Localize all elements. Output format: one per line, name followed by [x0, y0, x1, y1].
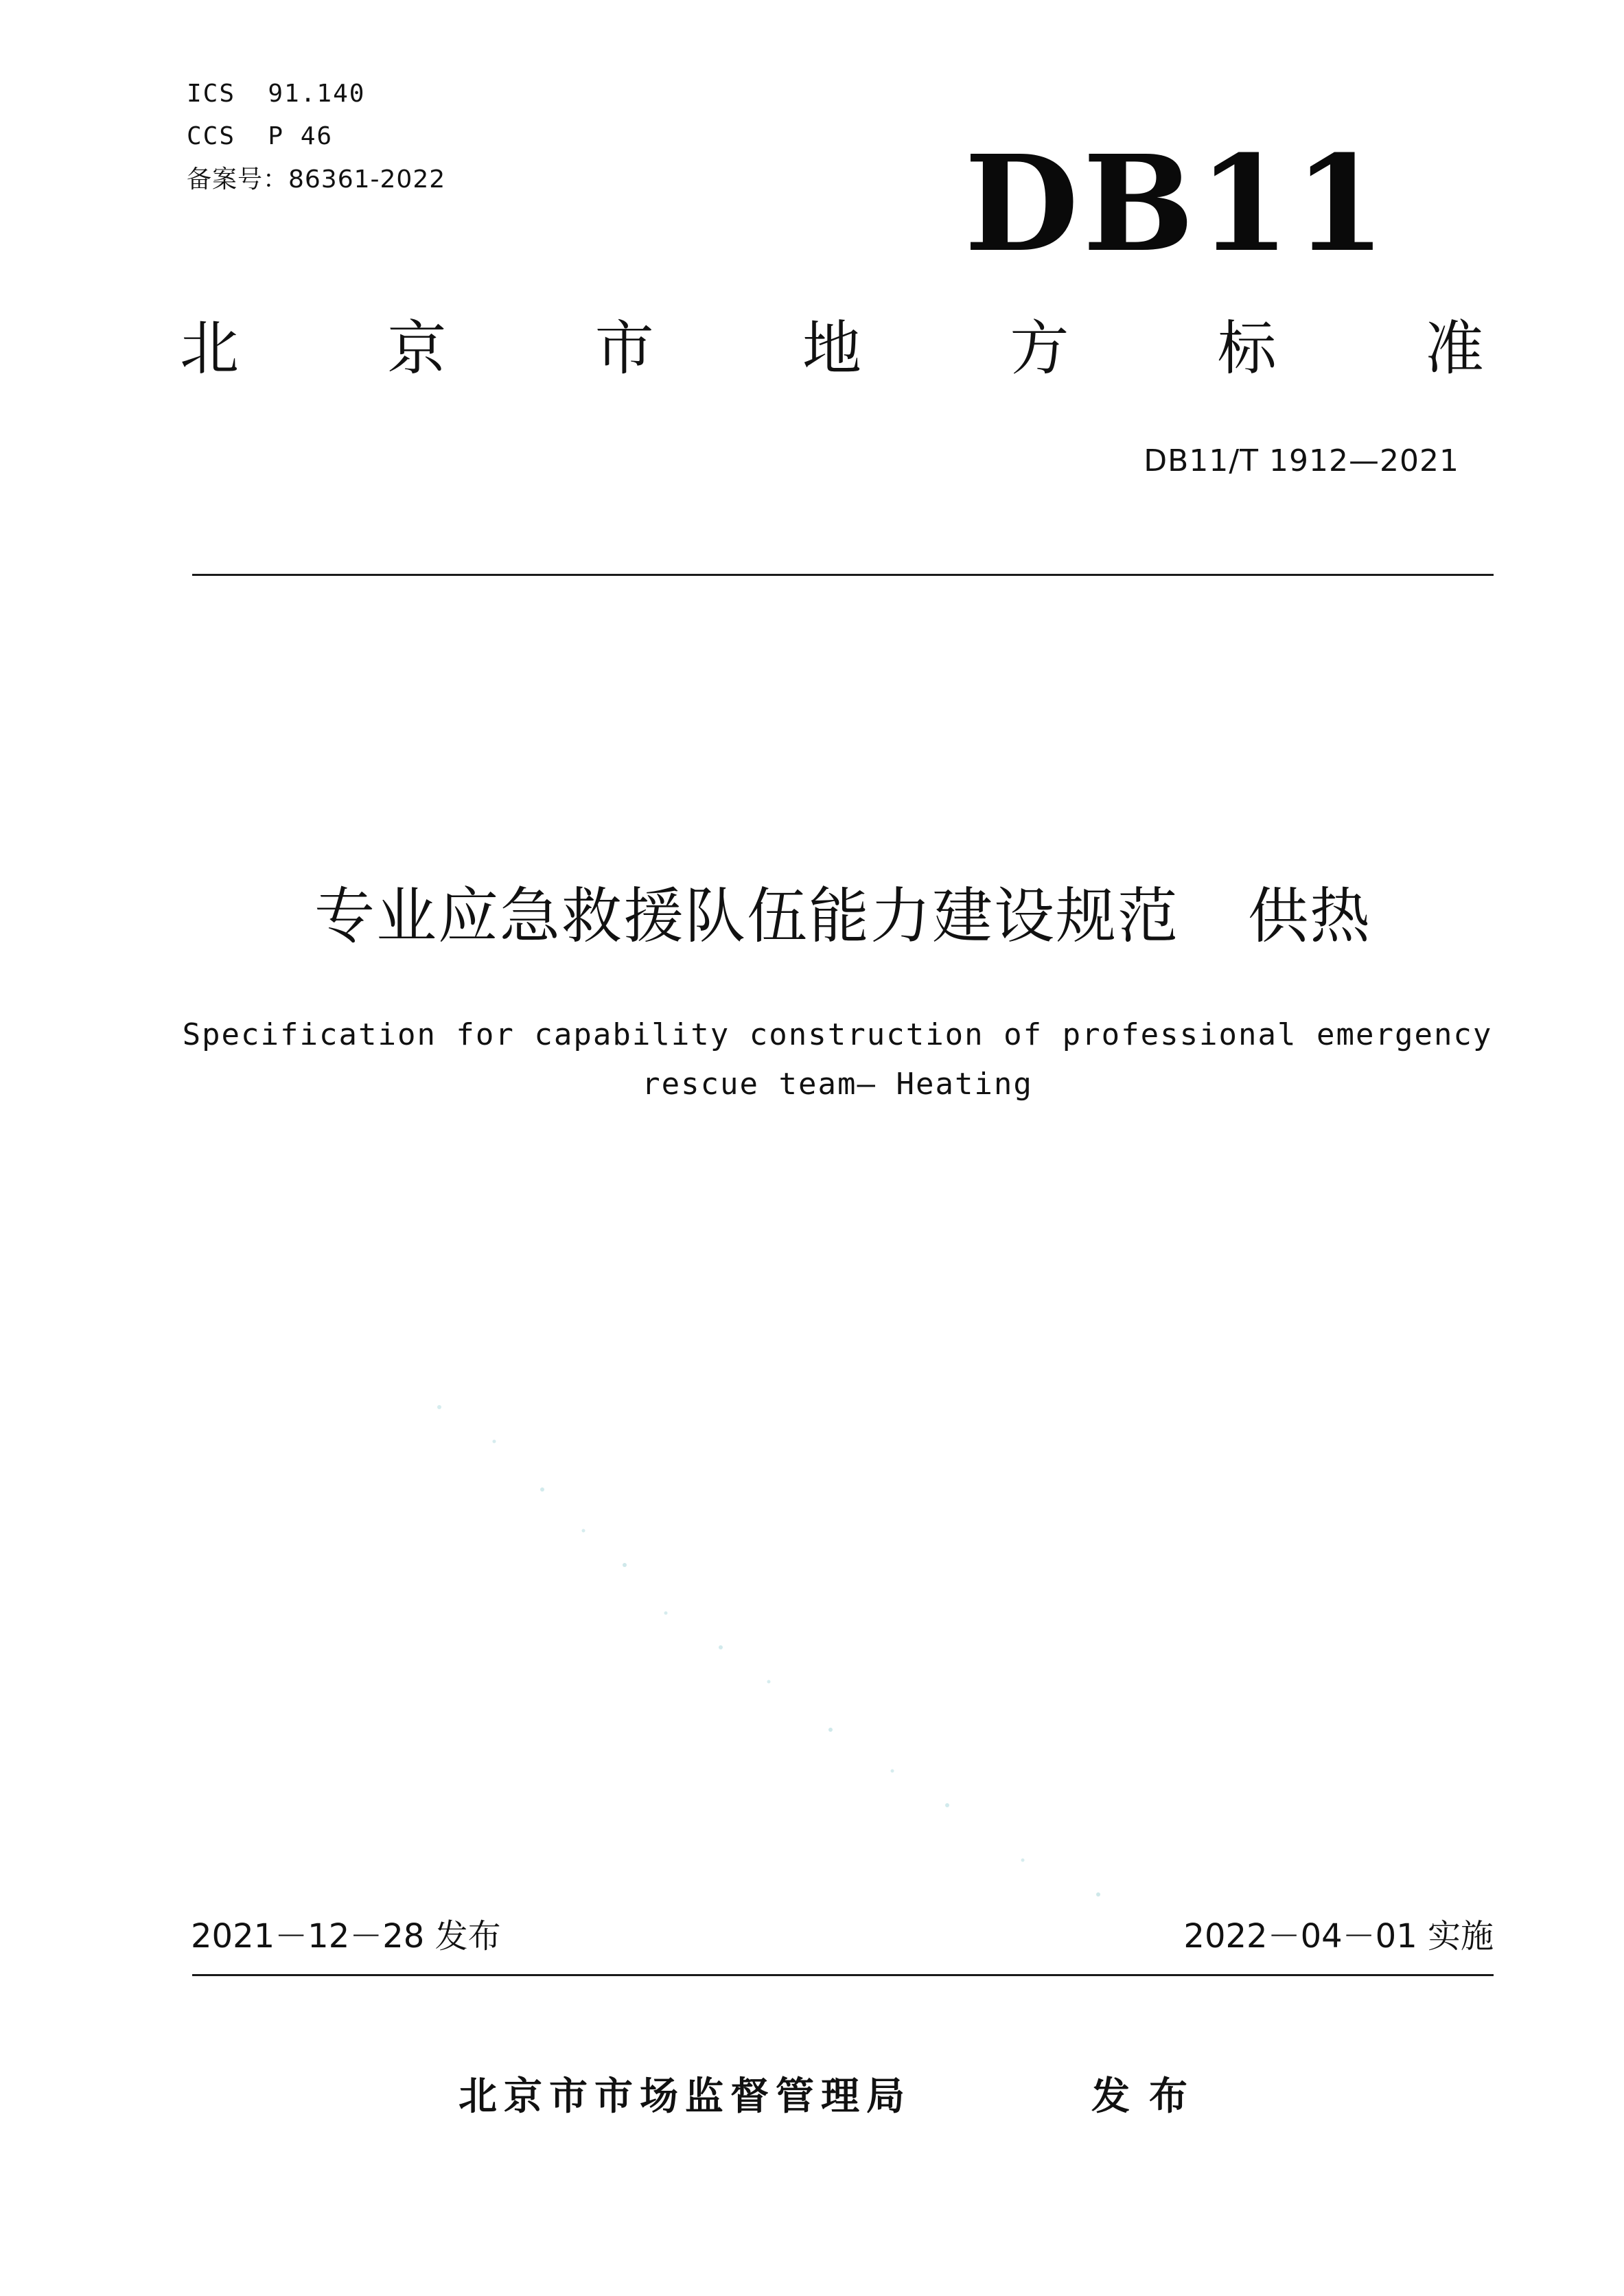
title-cn-sub: 供热	[1248, 881, 1372, 951]
standard-type-char: 北	[180, 314, 239, 383]
title-cn-main: 专业应急救援队伍能力建设规范	[314, 881, 1179, 951]
issuing-authority: 北京市市场监督管理局	[459, 2074, 912, 2119]
watermark-specks	[412, 1387, 1236, 1908]
issue-action: 发布	[1091, 2074, 1207, 2119]
bottom-divider	[192, 1974, 1494, 1976]
title-en-line2: rescue team— Heating	[642, 1067, 1033, 1102]
standard-type-char: 准	[1424, 314, 1484, 383]
document-title-cn	[0, 879, 1624, 954]
standard-type-char: 方	[1010, 314, 1069, 383]
publish-date: 2021－12－28 发布	[191, 1917, 501, 1956]
standard-type-char: 标	[1217, 314, 1277, 383]
standard-type-char: 市	[594, 314, 654, 383]
ccs-code: CCS P 46	[187, 122, 334, 150]
standard-number: DB11/T 1912—2021	[1144, 443, 1459, 478]
ics-code: ICS 91.140	[187, 80, 366, 108]
top-divider	[192, 574, 1494, 576]
record-number: 备案号：86361-2022	[187, 165, 446, 194]
implement-date: 2022－04－01 实施	[1183, 1917, 1494, 1956]
standard-code-logo: DB11	[964, 127, 1390, 281]
document-title-en	[158, 1010, 1517, 1109]
standard-type-char: 京	[387, 314, 447, 383]
standard-type-heading	[180, 314, 1484, 383]
standard-type-char: 地	[802, 314, 861, 383]
title-en-line1: Specification for capability construction of professional emergency	[182, 1017, 1493, 1052]
